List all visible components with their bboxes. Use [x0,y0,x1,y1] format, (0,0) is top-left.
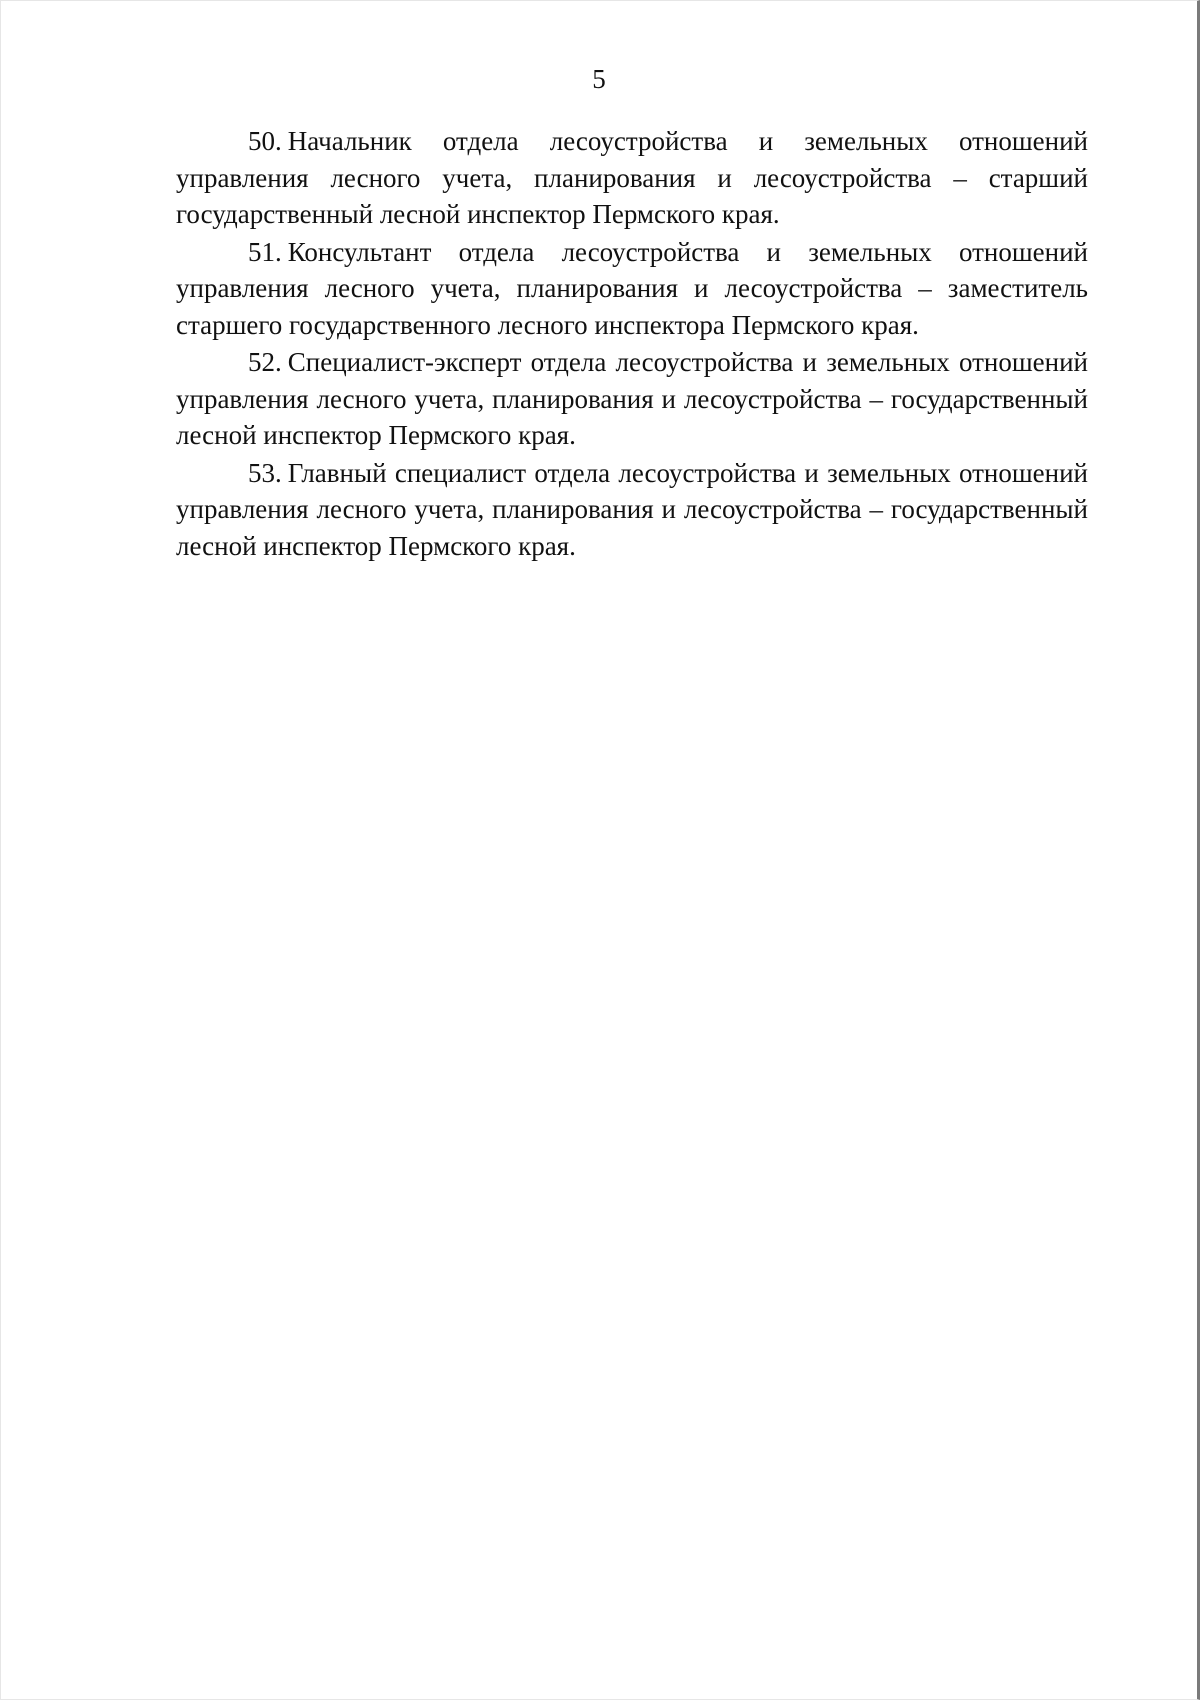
list-item-53 [176,455,1088,565]
item-number: 53. [248,457,282,488]
item-number: 50. [248,126,282,156]
item-text: Консультант отдела лесоустройства и земельных отношений управления лесного учета, планирования и лесоустройства – заместитель старшего государственного лесного инспектора Пермского края. [176,236,1088,340]
list-item-51 [176,234,1088,344]
item-number: 51. [248,236,282,267]
list-item-52 [176,344,1088,454]
page-number: 5 [592,64,606,94]
item-text: Начальник отдела лесоустройства и земельных отношений управления лесного учета, планирования и лесоустройства – старший государственный лесной инспектор Пермского края. [176,126,1088,229]
item-text: Главный специалист отдела лесоустройства и земельных отношений управления лесного учета, планирования и лесоустройства – государственный лесной инспектор Пермского края. [176,457,1088,561]
document-body [176,123,1088,565]
item-number: 52. [248,347,282,377]
list-item-50 [176,123,1088,233]
item-text: Специалист-эксперт отдела лесоустройства и земельных отношений управления лесного учета, планирования и лесоустройства – государственный лесной инспектор Пермского края. [176,347,1088,450]
